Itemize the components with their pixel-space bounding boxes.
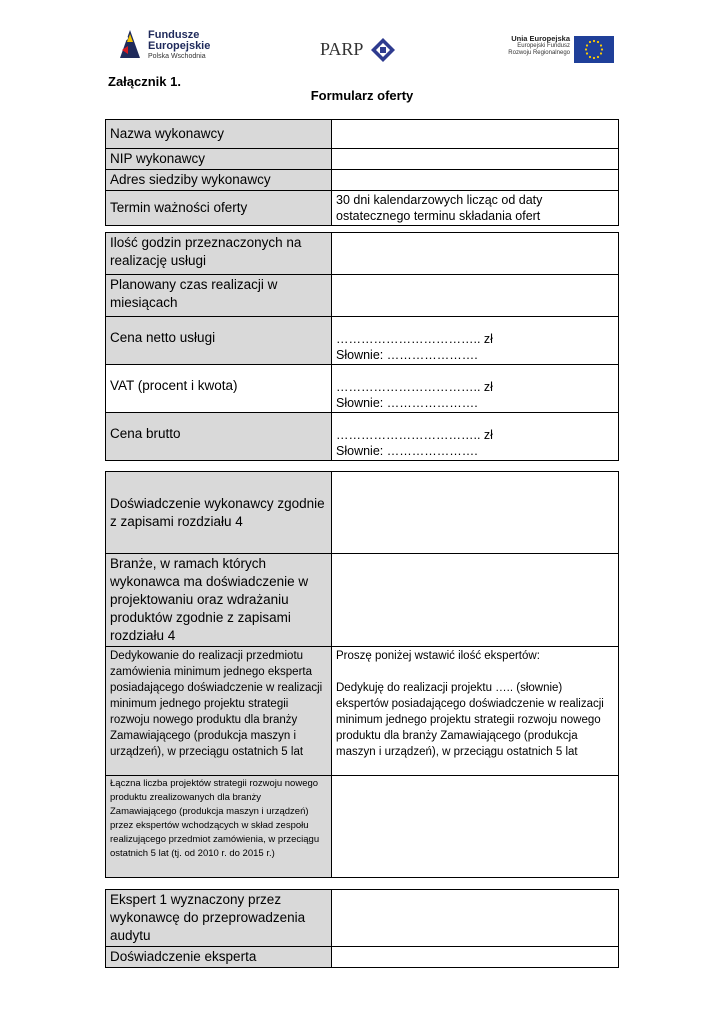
expert-table — [105, 889, 619, 968]
net-price-words: Słownie: …………………. — [336, 348, 478, 362]
eu-flag-icon — [574, 36, 614, 63]
page-title — [0, 88, 724, 103]
contractor-nip-label: NIP wykonawcy — [106, 149, 332, 170]
hours-value[interactable] — [332, 233, 619, 275]
pricing-table — [105, 232, 619, 461]
attachment-label: Załącznik 1. — [108, 74, 181, 89]
gross-price-label: Cena brutto — [106, 413, 332, 461]
page-title-text: Formularz oferty — [310, 88, 414, 103]
dedicated-expert-label: Dedykowanie do realizacji przedmiotu zamówienia minimum jednego eksperta posiadającego doświadczenie w realizacji minimum jednego projektu strategii rozwoju nowego produktu dla branży Zamawiającego (produkcja maszyn i urządzeń), w przeciągu ostatnich 5 lat — [106, 647, 332, 776]
parp-emblem-icon — [370, 37, 396, 63]
industries-label: Branże, w ramach których wykonawca ma doświadczenie w projektowaniu oraz wdrażaniu produktów zgodnie z zapisami rozdziału 4 — [106, 554, 332, 647]
offer-validity-value — [332, 191, 619, 226]
contractor-name-label: Nazwa wykonawcy — [106, 120, 332, 149]
dedicated-expert-value[interactable] — [332, 647, 619, 776]
vat-words: Słownie: …………………. — [336, 396, 478, 410]
fundusze-europejskie-logo — [118, 28, 228, 68]
expert-experience-label: Doświadczenie eksperta — [106, 947, 332, 968]
offer-validity-line-1: 30 dni kalendarzowych licząc od daty — [336, 193, 543, 207]
contractor-address-label: Adres siedziby wykonawcy — [106, 170, 332, 191]
offer-validity-line-2: ostatecznego terminu składania ofert — [336, 209, 541, 223]
expert-experience-value[interactable] — [332, 947, 619, 968]
net-price-label: Cena netto usługi — [106, 317, 332, 365]
contractor-name-value[interactable] — [332, 120, 619, 149]
fe-star-icon — [118, 28, 142, 60]
parp-text: PARP — [320, 39, 364, 59]
fe-line-1: Fundusze — [148, 29, 200, 41]
vat-amount: …………………………….. zł — [336, 380, 493, 394]
ue-line-1: Unia Europejska — [511, 34, 570, 43]
contractor-experience-value[interactable] — [332, 472, 619, 554]
gross-price-words: Słownie: …………………. — [336, 444, 478, 458]
parp-logo — [320, 35, 400, 65]
expert-1-value[interactable] — [332, 890, 619, 947]
duration-label: Planowany czas realizacji w miesiącach — [106, 275, 332, 317]
ue-line-2: Europejski Fundusz — [517, 43, 570, 49]
expert-1-label: Ekspert 1 wyznaczony przez wykonawcę do przeprowadzenia audytu — [106, 890, 332, 947]
dedicated-expert-instruction: Proszę poniżej wstawić ilość ekspertów: — [336, 650, 540, 662]
industries-value[interactable] — [332, 554, 619, 647]
vat-label: VAT (procent i kwota) — [106, 365, 332, 413]
total-projects-label: Łączna liczba projektów strategii rozwoju nowego produktu zrealizowanych dla branży Zamawiającego (produkcja maszyn i urządzeń) przez ekspertów wchodzących w skład zespołu realizującego przedmiot zamówienia, w przeciągu ostatnich 5 lat (tj. od 2010 r. do 2015 r.) — [106, 776, 332, 878]
contractor-nip-value[interactable] — [332, 149, 619, 170]
gross-price-value[interactable] — [332, 413, 619, 461]
net-price-value[interactable] — [332, 317, 619, 365]
contractor-experience-label: Doświadczenie wykonawcy zgodnie z zapisami rozdziału 4 — [106, 472, 332, 554]
vat-value[interactable] — [332, 365, 619, 413]
total-projects-value[interactable] — [332, 776, 619, 878]
ue-line-3: Rozwoju Regionalnego — [508, 50, 570, 56]
fe-line-3: Polska Wschodnia — [148, 53, 206, 60]
offer-validity-label: Termin ważności oferty — [106, 191, 332, 226]
contractor-address-value[interactable] — [332, 170, 619, 191]
net-price-amount: …………………………….. zł — [336, 332, 493, 346]
fe-line-2: Europejskie — [148, 40, 211, 52]
dedicated-expert-statement: Dedykuję do realizacji projektu ….. (słownie) ekspertów posiadającego doświadczenie w realizacji minimum jednego projektu strategii rozwoju nowego produktu dla branży Zamawiającego (produkcja maszyn i urządzeń), w przeciągu ostatnich 5 lat — [336, 682, 604, 758]
gross-price-amount: …………………………….. zł — [336, 428, 493, 442]
contractor-table — [105, 119, 619, 226]
duration-value[interactable] — [332, 275, 619, 317]
unia-europejska-logo — [500, 32, 616, 66]
hours-label: Ilość godzin przeznaczonych na realizację usługi — [106, 233, 332, 275]
experience-table — [105, 471, 619, 878]
